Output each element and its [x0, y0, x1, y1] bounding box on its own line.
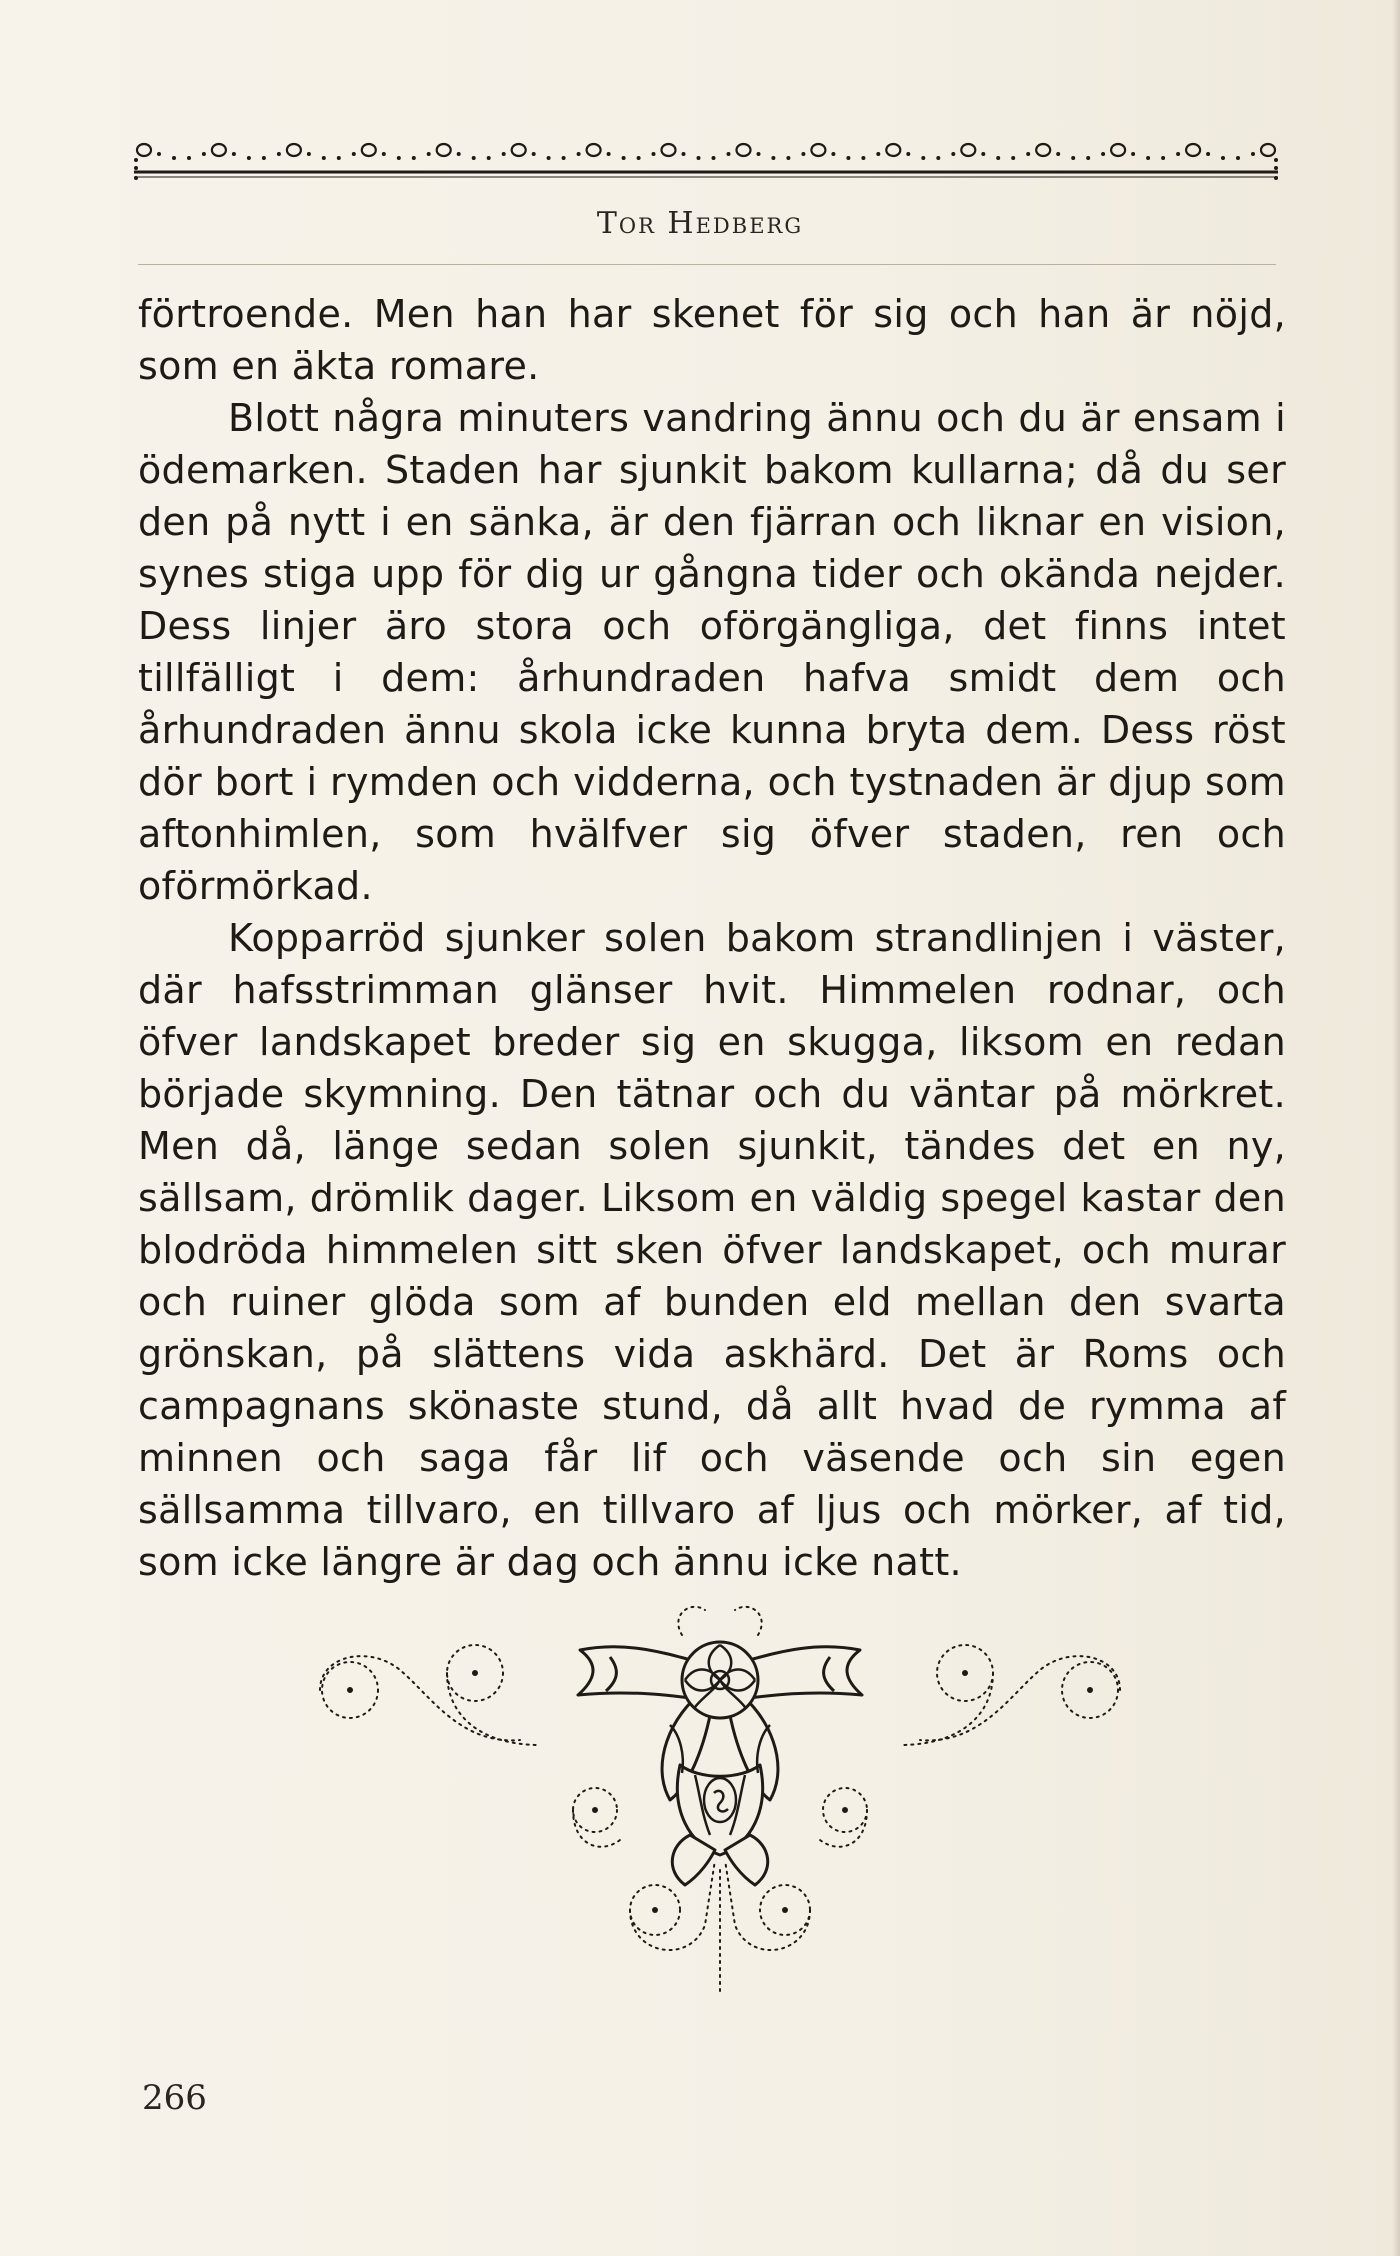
border-ring [1036, 144, 1050, 156]
border-ring [362, 144, 376, 156]
border-dot [652, 152, 656, 156]
border-dot [921, 156, 925, 160]
header-rule [138, 264, 1276, 265]
border-dot [502, 152, 506, 156]
border-ring [137, 144, 151, 156]
border-dot [697, 156, 701, 160]
paragraph-2: Blott några minuters vandring ännu och du är ensam i ödemarken. Staden har sjunkit bakom kullarna; då du ser den på nytt i en sänka, är den fjärran och liknar en vision, synes stiga upp för dig ur gångna tider och okända nejder. Dess linjer äro stora och oförgängliga, det finns intet tillfälligt i dem: århundraden hafva smidt dem och århundraden ännu skola icke kunna bryta dem. Dess röst dör bort i rymden och vidderna, och tystnaden är djup som aftonhimlen, som hvälfver sig öfver staden, ren och oförmörkad. [138, 396, 1286, 908]
border-dot [1101, 152, 1105, 156]
border-dot [996, 156, 1000, 160]
border-ring [437, 144, 451, 156]
page-edge-shadow [1392, 0, 1400, 2256]
border-dot [487, 156, 491, 160]
border-dot [202, 152, 206, 156]
border-dot [187, 156, 191, 160]
border-dot [232, 152, 236, 156]
paragraph-3: Kopparröd sjunker solen bakom strandlinjen i väster, där hafsstrimman glänser hvit. Himmelen rodnar, och öfver landskapet breder sig en skugga, liksom en redan började skymning. Den tätnar och du väntar på mörkret. Men då, länge sedan solen sjunkit, tändes det en ny, sällsam, drömlik dager. Liksom en väldig spegel kastar den blodröda himmelen sitt sken öfver landskapet, och murar och ruiner glöda som af bunden eld mellan den svarta grönskan, på slättens vida askhärd. Det är Roms och campagnans skönaste stund, då allt hvad de rymma af minnen och saga får lif och väsende och sin egen sällsamma tillvaro, en tillvaro af ljus och mörker, af tid, som icke längre är dag och ännu icke natt. [138, 916, 1286, 1584]
border-dot [771, 156, 775, 160]
paragraph-1: förtroende. Men han har skenet för sig och han är nöjd, som en äkta romare. [138, 292, 1286, 388]
border-dot [397, 156, 401, 160]
border-ring [1111, 144, 1125, 156]
border-dot [727, 152, 731, 156]
border-dot [637, 156, 641, 160]
border-dot [951, 152, 955, 156]
border-dot [682, 152, 686, 156]
border-ring [287, 144, 301, 156]
border-dot [786, 156, 790, 160]
border-dot [322, 156, 326, 160]
border-dot [382, 152, 386, 156]
border-dot [307, 152, 311, 156]
border-ring [961, 144, 975, 156]
border-dot [277, 152, 281, 156]
border-dot [532, 152, 536, 156]
border-dot [457, 152, 461, 156]
border-dot [562, 156, 566, 160]
border-dot [831, 152, 835, 156]
border-dot [622, 156, 626, 160]
border-dot [936, 156, 940, 160]
border-dot [262, 156, 266, 160]
border-dot [352, 152, 356, 156]
border-dot [1056, 152, 1060, 156]
border-dot [172, 156, 176, 160]
border-dot [801, 152, 805, 156]
page-number: 266 [142, 2078, 207, 2118]
border-dot [1071, 156, 1075, 160]
border-dot [846, 156, 850, 160]
border-dot [607, 152, 611, 156]
border-ring [587, 144, 601, 156]
border-dot [906, 152, 910, 156]
border-ring [886, 144, 900, 156]
border-dot [1011, 156, 1015, 160]
dotted-ring-border [130, 128, 1282, 188]
border-dot [157, 152, 161, 156]
border-ring [811, 144, 825, 156]
border-dot [577, 152, 581, 156]
border-dot [427, 152, 431, 156]
running-head: Tor Hedberg [596, 206, 804, 241]
border-ring [212, 144, 226, 156]
border-ring [737, 144, 751, 156]
border-dot [1161, 156, 1165, 160]
border-dot [861, 156, 865, 160]
border-dot [1251, 152, 1255, 156]
border-dot [1131, 152, 1135, 156]
border-dot [412, 156, 416, 160]
border-dot [472, 156, 476, 160]
border-ring [1261, 144, 1275, 156]
border-dot [757, 152, 761, 156]
border-dot [1221, 156, 1225, 160]
border-dot [1236, 156, 1240, 160]
body-text [138, 288, 1286, 1588]
border-dot [1026, 152, 1030, 156]
border-dot [337, 156, 341, 160]
border-dot [1206, 152, 1210, 156]
border-dot [712, 156, 716, 160]
border-dot [1146, 156, 1150, 160]
floral-scroll-ornament [310, 1595, 1130, 2005]
border-dot [981, 152, 985, 156]
border-dot [1086, 156, 1090, 160]
border-ring [1186, 144, 1200, 156]
border-dot [247, 156, 251, 160]
border-ring [662, 144, 676, 156]
border-dot [547, 156, 551, 160]
border-dot [1176, 152, 1180, 156]
border-dot [876, 152, 880, 156]
border-ring [512, 144, 526, 156]
